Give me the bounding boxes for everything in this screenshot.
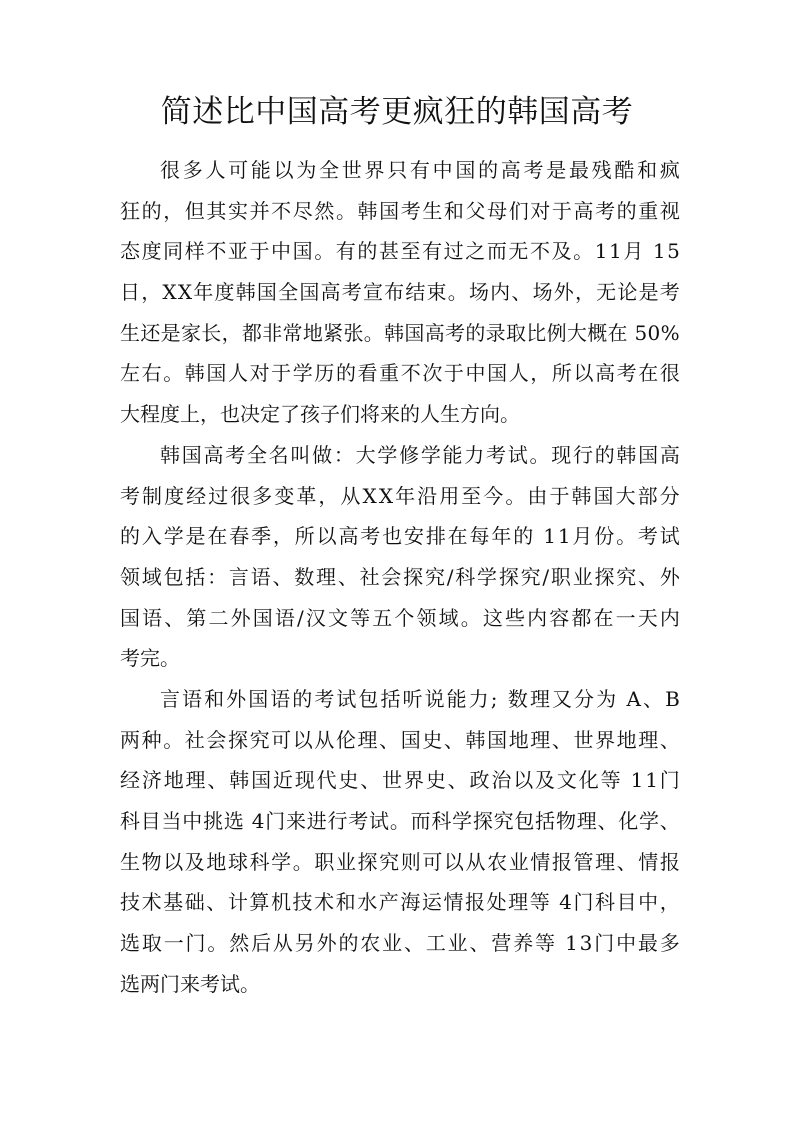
text-line: 考完。 [120, 646, 180, 671]
text-line: 选两门来考试。 [120, 971, 260, 996]
text-line: 领 域 包 括 ： 言 语 、 数 理 、 社 会 探 究 / 科 学 探 究 / 职 业 探 究 、 外 [120, 564, 680, 589]
text-line: 言 语 和 外 国 语 的 考 试 包 括 听 说 能 力 ; 数 理 又 分 为 A 、 B [160, 686, 680, 711]
text-line: 科 目 当 中 挑 选 4 门 来 进 行 考 试 。 而 科 学 探 究 包 括 物 理 、 化 学 、 [120, 809, 680, 833]
text-line: 态 度 同 样 不 亚 于 中 国 。 有 的 甚 至 有 过 之 而 无 不 及 。 1 1 月 1 5 [120, 239, 680, 264]
text-line: 考 制 度 经 过 很 多 变 革 ， 从 X X 年 沿 用 至 今 。 由 于 韩 国 大 部 分 [120, 483, 680, 508]
text-line: 很 多 人 可 能 以 为 全 世 界 只 有 中 国 的 高 考 是 最 残 酷 和 疯 [160, 158, 680, 182]
text-line: 生 还 是 家 长 ， 都 非 常 地 紧 张 。 韩 国 高 考 的 录 取 比 例 大 概 在 5 0 % [120, 320, 680, 345]
document-body [120, 150, 680, 1004]
document-title: 简述比中国高考更疯狂的韩国高考 [160, 94, 634, 130]
text-line: 经 济 地 理 、 韩 国 近 现 代 史 、 世 界 史 、 政 治 以 及 文 化 等 1 1 门 [120, 768, 680, 793]
text-line: 两 种 。 社 会 探 究 可 以 从 伦 理 、 国 史 、 韩 国 地 理 、 世 界 地 理 、 [120, 727, 680, 752]
text-line: 左 右 。 韩 国 人 对 于 学 历 的 看 重 不 次 于 中 国 人 ， 所 以 高 考 在 很 [120, 361, 680, 386]
text-line: 韩 国 高 考 全 名 叫 做 ： 大 学 修 学 能 力 考 试 。 现 行 的 韩 国 高 [160, 442, 680, 467]
text-line: 技 术 基 础 、 计 算 机 技 术 和 水 产 海 运 情 报 处 理 等 4 门 科 目 中 ， [120, 890, 680, 915]
text-line: 国 语 、 第 二 外 国 语 / 汉 文 等 五 个 领 域 。 这 些 内 容 都 在 一 天 内 [120, 605, 680, 630]
text-line: 的 入 学 是 在 春 季 ， 所 以 高 考 也 安 排 在 每 年 的 1 1 月 份 。 考 试 [120, 524, 680, 549]
text-line: 大程度上，也决定了孩子们将来的人生方向。 [120, 402, 520, 427]
text-line: 选 取 一 门 。 然 后 从 另 外 的 农 业 、 工 业 、 营 养 等 1 3 门 中 最 多 [120, 931, 680, 956]
text-line: 狂 的 ， 但 其 实 并 不 尽 然 。 韩 国 考 生 和 父 母 们 对 于 高 考 的 重 视 [120, 198, 680, 223]
text-line: 生 物 以 及 地 球 科 学 。 职 业 探 究 则 可 以 从 农 业 情 报 管 理 、 情 报 [120, 849, 680, 874]
text-line: 日 ， X X 年 度 韩 国 全 国 高 考 宣 布 结 束 。 场 内 、 场 外 ， 无 论 是 考 [120, 280, 680, 305]
